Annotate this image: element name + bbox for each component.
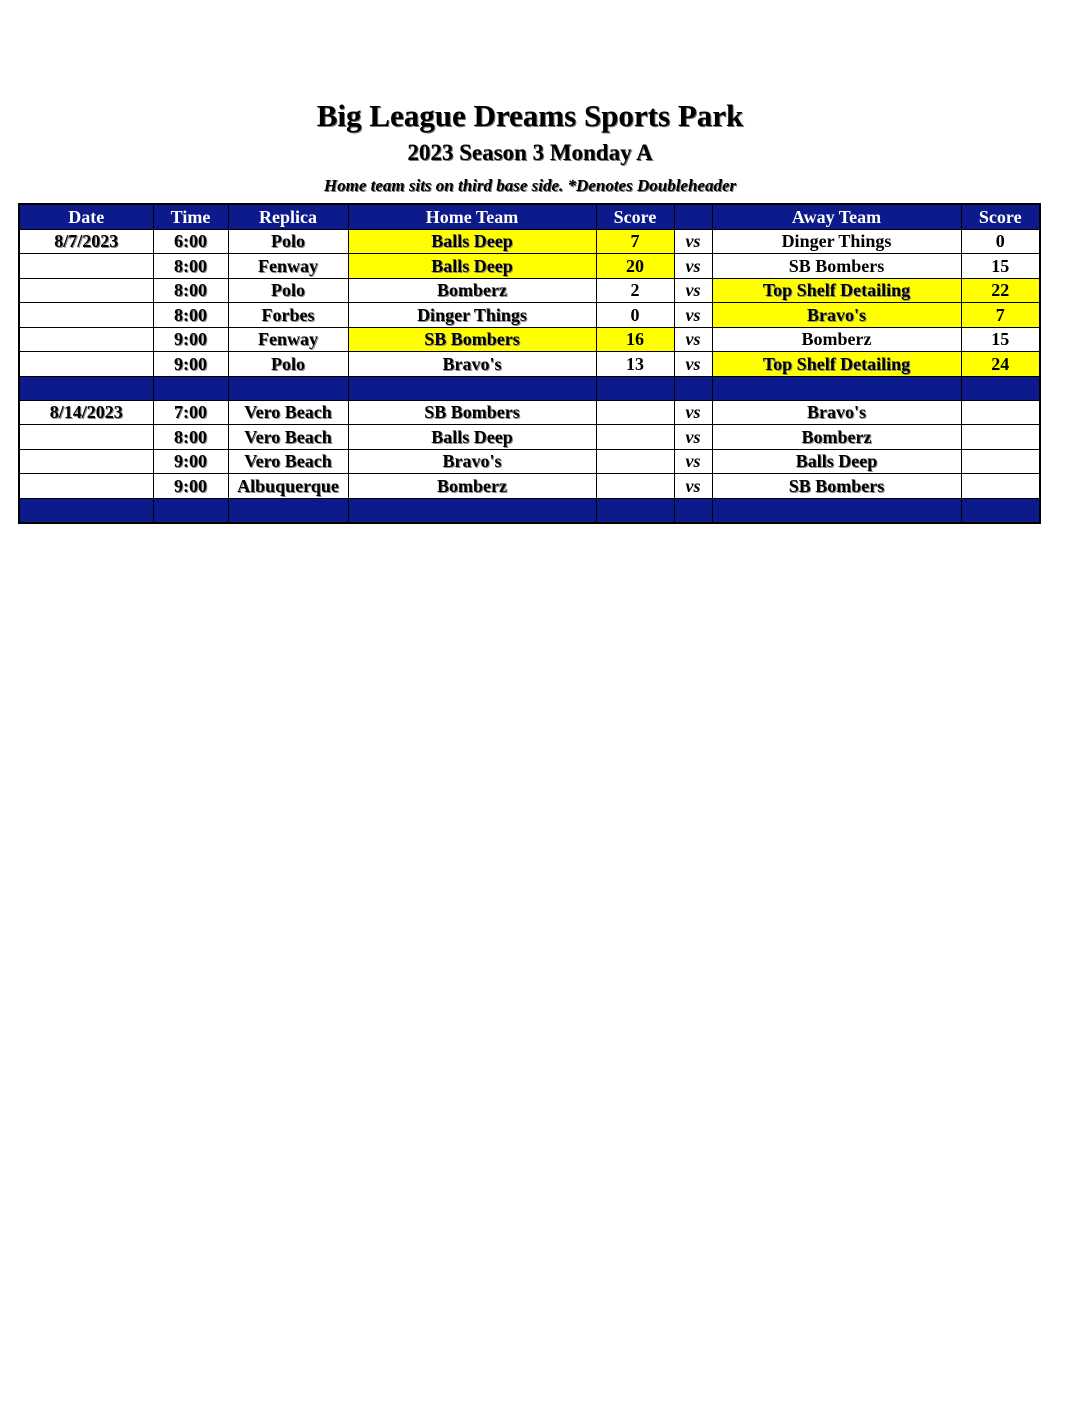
away-team: SB Bombers [712, 474, 961, 499]
col-date-header: Date [19, 204, 153, 229]
game-date [19, 327, 153, 352]
game-row [19, 400, 1040, 425]
separator-cell [596, 376, 674, 400]
home-score: 7 [596, 229, 674, 254]
home-score [596, 474, 674, 499]
away-team: Bomberz [712, 425, 961, 450]
game-time: 8:00 [153, 278, 228, 303]
col-time-header: Time [153, 204, 228, 229]
schedule-table [18, 203, 1041, 524]
game-date: 8/7/2023 [19, 229, 153, 254]
away-score [961, 425, 1040, 450]
away-score: 15 [961, 327, 1040, 352]
home-team: Bravo's [348, 449, 596, 474]
home-team: Bomberz [348, 474, 596, 499]
game-row [19, 327, 1040, 352]
separator-cell [596, 498, 674, 523]
game-replica: Fenway [228, 327, 348, 352]
game-date [19, 278, 153, 303]
vs-label: vs [674, 327, 712, 352]
separator-cell [19, 376, 153, 400]
game-date [19, 474, 153, 499]
separator-cell [228, 376, 348, 400]
game-replica: Albuquerque [228, 474, 348, 499]
separator-cell [712, 498, 961, 523]
separator-cell [674, 376, 712, 400]
separator-cell [348, 498, 596, 523]
game-date [19, 352, 153, 377]
game-replica: Polo [228, 352, 348, 377]
col-replica-header: Replica [228, 204, 348, 229]
game-date [19, 425, 153, 450]
away-score [961, 449, 1040, 474]
home-score: 0 [596, 303, 674, 328]
season-subtitle: 2023 Season 3 Monday A [407, 140, 653, 165]
game-time: 7:00 [153, 400, 228, 425]
away-score: 24 [961, 352, 1040, 377]
home-score [596, 400, 674, 425]
game-row [19, 352, 1040, 377]
separator-cell [228, 498, 348, 523]
away-team: Bravo's [712, 303, 961, 328]
page-title: Big League Dreams Sports Park [316, 98, 744, 133]
separator-cell [153, 498, 228, 523]
away-score [961, 474, 1040, 499]
away-team: Top Shelf Detailing [712, 352, 961, 377]
game-row [19, 449, 1040, 474]
home-team: SB Bombers [348, 327, 596, 352]
game-time: 6:00 [153, 229, 228, 254]
away-team: Balls Deep [712, 449, 961, 474]
home-team: Dinger Things [348, 303, 596, 328]
game-replica: Forbes [228, 303, 348, 328]
game-time: 9:00 [153, 327, 228, 352]
away-team: SB Bombers [712, 254, 961, 279]
week-separator-row [19, 376, 1040, 400]
home-team: Bomberz [348, 278, 596, 303]
vs-label: vs [674, 400, 712, 425]
home-team: Balls Deep [348, 229, 596, 254]
home-score: 2 [596, 278, 674, 303]
game-time: 8:00 [153, 254, 228, 279]
game-replica: Polo [228, 229, 348, 254]
game-row [19, 229, 1040, 254]
home-team: Balls Deep [348, 425, 596, 450]
vs-label: vs [674, 278, 712, 303]
home-team: Bravo's [348, 352, 596, 377]
game-time: 9:00 [153, 449, 228, 474]
home-score [596, 425, 674, 450]
away-score: 15 [961, 254, 1040, 279]
col-away-team-header: Away Team [712, 204, 961, 229]
away-score: 7 [961, 303, 1040, 328]
game-row [19, 278, 1040, 303]
game-row [19, 425, 1040, 450]
col-away-score-header: Score [961, 204, 1040, 229]
game-replica: Vero Beach [228, 425, 348, 450]
vs-label: vs [674, 303, 712, 328]
separator-cell [961, 498, 1040, 523]
home-score: 16 [596, 327, 674, 352]
separator-cell [348, 376, 596, 400]
game-row [19, 303, 1040, 328]
away-team: Bravo's [712, 400, 961, 425]
game-time: 8:00 [153, 303, 228, 328]
home-team: SB Bombers [348, 400, 596, 425]
away-team: Bomberz [712, 327, 961, 352]
game-row [19, 254, 1040, 279]
schedule-body [19, 229, 1040, 523]
game-replica: Vero Beach [228, 400, 348, 425]
game-time: 8:00 [153, 425, 228, 450]
game-date [19, 449, 153, 474]
vs-label: vs [674, 474, 712, 499]
separator-cell [961, 376, 1040, 400]
game-time: 9:00 [153, 352, 228, 377]
home-score: 20 [596, 254, 674, 279]
game-replica: Vero Beach [228, 449, 348, 474]
home-team: Balls Deep [348, 254, 596, 279]
home-score [596, 449, 674, 474]
vs-label: vs [674, 352, 712, 377]
separator-cell [19, 498, 153, 523]
vs-label: vs [674, 449, 712, 474]
game-time: 9:00 [153, 474, 228, 499]
vs-label: vs [674, 425, 712, 450]
game-date [19, 303, 153, 328]
game-replica: Polo [228, 278, 348, 303]
separator-cell [674, 498, 712, 523]
game-date: 8/14/2023 [19, 400, 153, 425]
col-vs-header [674, 204, 712, 229]
doubleheader-note: Home team sits on third base side. *Denotes Doubleheader [323, 176, 737, 195]
away-team: Top Shelf Detailing [712, 278, 961, 303]
home-score: 13 [596, 352, 674, 377]
away-score [961, 400, 1040, 425]
game-date [19, 254, 153, 279]
week-separator-row [19, 498, 1040, 523]
away-score: 0 [961, 229, 1040, 254]
game-replica: Fenway [228, 254, 348, 279]
vs-label: vs [674, 229, 712, 254]
vs-label: vs [674, 254, 712, 279]
col-home-score-header: Score [596, 204, 674, 229]
separator-cell [153, 376, 228, 400]
away-score: 22 [961, 278, 1040, 303]
away-team: Dinger Things [712, 229, 961, 254]
col-home-team-header: Home Team [348, 204, 596, 229]
game-row [19, 474, 1040, 499]
header-row [19, 204, 1040, 229]
separator-cell [712, 376, 961, 400]
